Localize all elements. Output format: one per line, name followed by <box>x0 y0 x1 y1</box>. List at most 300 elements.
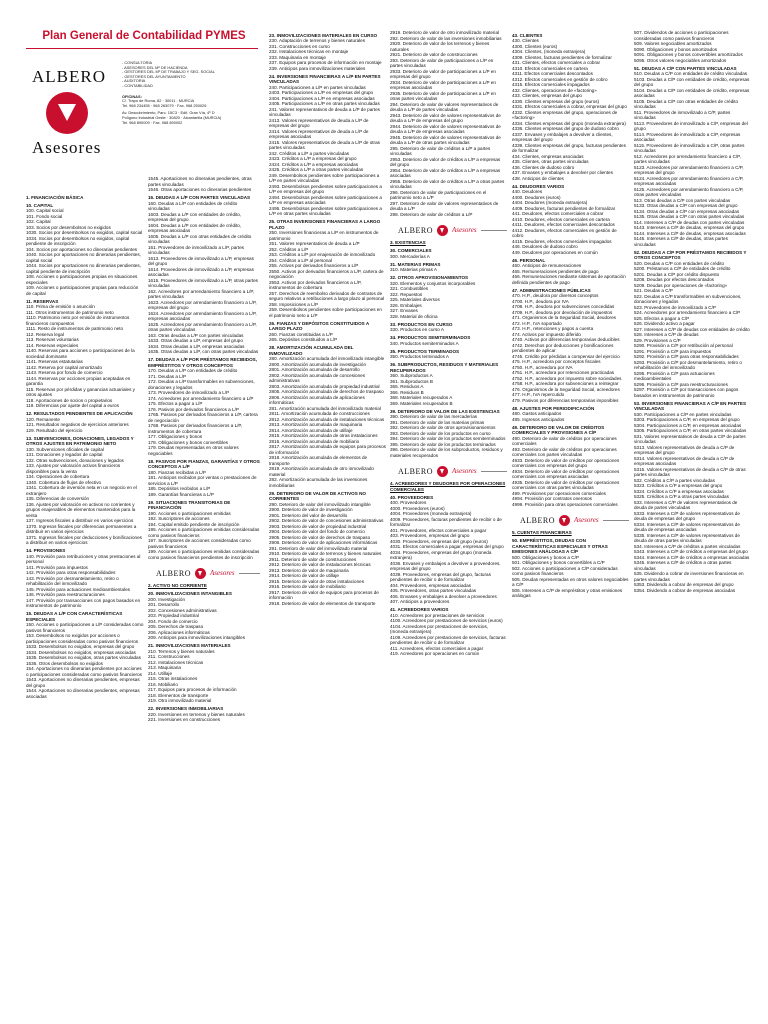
account-line: 5334. Intereses a C/P de valores representativos de deuda de empresas asociadas <box>634 521 740 532</box>
account-line: 460. Anticipos de remuneraciones <box>512 263 582 268</box>
account-line: 131. Donaciones y legados de capital <box>26 452 103 457</box>
account-group-heading: 25. OTRAS INVERSIONES FINANCIERAS A LARGO PLAZO <box>269 219 381 230</box>
service-item: - GESTORES DEL AYUNTAMIENTO <box>122 73 186 79</box>
account-line: 2906. Deterioro de valor de aplicaciones informáticas <box>269 540 378 545</box>
account-line: 1633. Otras deudas a L/P, empresas del grupo <box>148 338 243 343</box>
account-line: 436. Clientes de dudoso cobro <box>512 164 575 170</box>
account-line: 4933. Deterioro de valor de créditos por operaciones comerciales con empresas del grupo <box>512 457 620 468</box>
account-line: 509. Valores negociables amortizados <box>634 41 712 46</box>
account-line: 141. Provisión para impuestos <box>26 564 88 570</box>
account-line: 4332. Clientes empresas del grupo, operaciones de «factoring» <box>512 109 618 120</box>
account-line: 5133. Otras deudas a C/P con empresas del grupo <box>634 203 738 208</box>
account-line: 176. Pasivos por derivados financieros a L/P <box>148 406 239 412</box>
account-line: 5353. Dividendo a cobrar de empresas del grupo <box>634 582 734 587</box>
account-line: 479. Pasivos por diferencias temporarias imponibles <box>512 397 619 403</box>
account-line: 532. Créditos a C/P a partes vinculadas <box>634 477 715 483</box>
account-line: 1614. Proveedores de inmovilizado a L/P, empresas asociadas <box>148 266 254 277</box>
account-line: 280. Amortización acumulada del inmovilizado intangible <box>269 356 385 361</box>
account-line: 1545. Aportaciones no dinerarias pendientes, otras partes vinculadas <box>148 176 252 187</box>
account-line: 5125. Acreedores por arrendamiento financiero a C/P, otras partes vinculadas <box>634 186 744 197</box>
account-line: 255. Activos por derivados financieros a L/P <box>269 263 359 268</box>
company-info <box>122 61 258 125</box>
brand-footer <box>520 515 629 526</box>
account-line: 368. Materiales recuperados A <box>390 395 453 400</box>
account-line: 180. Fianzas recibidas a L/P <box>148 469 206 475</box>
account-line: 1044. Socios por aportaciones no dinerarias pendientes, capital pendiente de inscripción <box>26 263 141 274</box>
account-line: 476. Organismos de la Seguridad Social, acreedores <box>512 386 620 392</box>
services-list <box>122 61 258 89</box>
account-line: 5114. Proveedores de inmovilizado a C/P, empresas asociadas <box>634 131 741 142</box>
account-line: 257. Derechos de reembolso derivados de contratos de seguro relativos a retribuciones a largo plazo al personal <box>269 290 385 301</box>
account-line: 181. Anticipos recibidos por ventas o prestaciones de servicios a L/P <box>148 475 257 486</box>
account-line: 2904. Deterioro de valor del fondo de comercio <box>269 529 365 534</box>
account-line: 4304. Clientes, (moneda extranjera) <box>512 49 586 54</box>
account-line: 211. Construcciones <box>148 654 190 659</box>
account-line: 5295. Provisión a C/P para actuaciones medioambientales <box>634 370 715 381</box>
account-line: 470. H.P., deudora por diversos conceptos <box>512 293 599 298</box>
column-2 <box>148 176 260 723</box>
account-line: 361. Subproductos B <box>390 378 433 384</box>
footer-brand-sub: Asesores <box>574 515 599 524</box>
account-line: 178. Obligaciones y bonos convertibles <box>148 439 228 445</box>
account-line: 1615. Proveedores de inmovilizado a L/P, otras partes vinculadas <box>148 277 258 288</box>
account-line: 197. Suscriptores de acciones consideradas como pasivos financieros <box>148 538 251 549</box>
account-line: 5333. Intereses a C/P de valores representativos de deuda de empresas del grupo <box>634 510 740 521</box>
account-line: 5343. Intereses a C/P de créditos a empresas del grupo <box>634 549 748 554</box>
account-line: 189. Garantías financieras a L/P <box>148 491 214 497</box>
account-line: 366. Residuos B <box>390 389 424 395</box>
account-line: 4100. Acreedores por prestaciones de servicios (euros) <box>390 618 503 623</box>
account-line: 281. Amortización acumulada del inmovilizado material <box>269 405 381 411</box>
brand-v-icon <box>195 568 206 579</box>
account-line: 1030. Socios por desembolsos no exigidos, capital social <box>26 230 143 235</box>
account-line: 437. Envases y embalajes a devolver por clientes <box>512 170 613 175</box>
brand-name-top: ALBERO <box>32 67 106 86</box>
office-line: C/. Trapo de Roma, 82 · 30011 - MURCIA <box>122 98 195 104</box>
account-line: 4411. Deudores, efectos comerciales descontados <box>512 222 615 227</box>
account-line: 535. Dividendo a cobrar de inversiones financieras en partes vinculadas <box>634 571 744 582</box>
account-line: 170. Deudas a L/P con entidades de crédito <box>148 368 238 373</box>
account-line: 432. Clientes, operaciones de «factoring» <box>512 87 597 93</box>
account-line: 1142. Reserva por capital amortizado <box>26 364 103 370</box>
account-line: 239. Anticipos para inmovilizaciones materiales <box>269 65 366 71</box>
account-line: 475. H.P., acreedora por conceptos fiscales <box>512 359 601 364</box>
account-line: 258. Imposiciones a L/P <box>269 301 319 307</box>
account-line: 5105. Deudas a C/P con otras entidades de crédito vinculadas <box>634 98 739 109</box>
account-line: 252. Créditos a L/P <box>269 246 309 252</box>
account-line: 1543. Aportaciones no dinerarias pendientes, empresas del grupo <box>26 677 140 688</box>
account-group-heading: 11. RESERVAS <box>26 298 59 304</box>
account-line: 4030. Proveedores, empresas del grupo (euros) <box>390 538 488 544</box>
account-line: 205. Derechos de traspaso <box>148 624 204 629</box>
account-group-heading: 52. DEUDAS A C/P POR PRÉSTAMOS RECIBIDOS Y OTROS CONCEPTOS <box>634 249 747 260</box>
account-line: 142. Provisión para otras responsabilidades <box>26 570 116 575</box>
offices-label: OFICINAS: <box>122 93 142 99</box>
account-line: 2495. Desembolsos pendientes sobre participaciones a L/P en otras partes vinculadas <box>269 205 382 216</box>
account-line: 449. Deudores por operaciones en común <box>512 249 598 255</box>
account-line: 480. Gastos anticipados <box>512 411 562 416</box>
account-line: 396. Deterioro de valor de los subproductos, residuos y materiales recuperados <box>390 447 503 458</box>
account-line: 394. Deterioro de valor de los productos semiterminados <box>390 436 506 441</box>
account-group-heading: 40. PROVEEDORES <box>390 494 434 500</box>
account-line: 5104. Deudas a C/P con entidades de crédito, empresas asociadas <box>634 87 750 98</box>
account-line: 200. Investigación <box>148 596 186 602</box>
account-line: 219. Otro inmovilizado material <box>148 698 212 703</box>
account-line: 1623. Acreedores por arrendamiento financiero a L/P, empresas del grupo <box>148 299 257 310</box>
account-line: 5091. Obligaciones y bonos convertibles amortizados <box>634 52 743 57</box>
account-line: 4400. Deudores (euros) <box>512 194 561 200</box>
account-line: 233. Maquinaria en montaje <box>269 54 326 60</box>
account-line: 297. Deterioro de valor de valores representativos de deuda a L/P <box>390 200 499 211</box>
account-line: 4750. H.P., acreedora por IVA <box>512 364 573 370</box>
account-line: 147. Provisión por transacciones con pagos basados en instrumentos de patrimonio <box>26 597 141 608</box>
account-group-heading: 20. INMOVILIZACIONES INTANGIBLES <box>148 591 232 596</box>
account-line: 1613. Proveedores de inmovilizado a L/P, empresas del grupo <box>148 255 254 266</box>
account-line: 119. Diferencias por ajuste del capital a euros <box>26 403 119 408</box>
account-line: 218. Elementos de transporte <box>148 692 209 698</box>
account-line: 391. Deterioro de valor de las materias primas <box>390 419 485 425</box>
account-line: 4036. Envases y embalajes a devolver a proveedores, empresas del grupo <box>390 560 501 571</box>
account-line: 4742. Derechos por deducciones y bonificaciones pendientes de aplicar <box>512 342 614 353</box>
account-line: 221. Inversiones en construcciones <box>148 717 221 722</box>
column-5 <box>512 30 629 599</box>
account-line: 350. Productos terminados A <box>390 354 449 359</box>
account-line: 523. Proveedores de inmovilizado a C/P <box>634 304 716 310</box>
account-line: 2816. Amortización acumulada de mobiliario <box>269 438 360 444</box>
account-line: 4004. Proveedores (moneda extranjera) <box>390 511 472 516</box>
account-line: 4339. Clientes empresas del grupo, facturas pendientes de formalizar <box>512 142 626 153</box>
account-line: 113. Reservas voluntarias <box>26 337 79 342</box>
account-line: 525. Efectos a pagar a C/P <box>634 315 690 321</box>
account-line: 4994. Provisión por contratos onerosos <box>512 496 592 501</box>
account-line: 524. Acreedores por arrendamiento financiero a C/P <box>634 310 741 315</box>
footer-brand-name: ALBERO <box>398 466 433 476</box>
account-line: 4935. Deterioro de valor de créditos por operaciones comerciales con otras partes vinculadas <box>512 479 620 490</box>
account-group-heading: 51. DEUDAS A C/P CON PARTES VINCULADAS <box>634 65 737 71</box>
account-group-heading: 41. ACREEDORES VARIOS <box>390 607 449 612</box>
account-line: 1535. Desembolsos no exigidos, otras partes vinculadas <box>26 655 141 660</box>
account-line: 136. Ajustes por valoración en activos no corrientes y grupos enajenables de elementos mantenidos para la venta <box>26 501 136 518</box>
document-title: Plan General de Contabilidad PYMES <box>42 30 246 42</box>
account-line: 400. Proveedores <box>390 500 427 505</box>
account-line: 202. Concesiones administrativas <box>148 607 217 613</box>
account-line: 194. Capital emitido pendiente de inscripción <box>148 521 240 527</box>
account-line: 2934. Deterioro de valor de participaciones a L/P en empresas asociadas <box>390 79 496 90</box>
footer-brand-name: ALBERO <box>398 225 433 235</box>
account-group-heading: 53. INVERSIONES FINANCIERAS A C/P EN PARTES VINCULADAS <box>634 400 747 411</box>
account-line: 5200. Préstamos a C/P de entidades de crédito <box>634 266 731 271</box>
account-line: 137. Ingresos fiscales a distribuir en varios ejercicios <box>26 518 134 523</box>
account-group-heading: 50. EMPRÉSTITOS, DEUDAS CON CARACTERÍSTICAS ESPECIALES Y OTRAS EMISIONES ANÁLOGAS A C/P <box>512 538 608 554</box>
account-group-heading: 22. INVERSIONES INMOBILIARIAS <box>148 706 224 711</box>
account-line: 2905. Deterioro de valor de derechos de traspaso <box>269 534 371 540</box>
office-line: Av. Descubrimiento, Parc. 15C3 · Edif. Gran Vía, 4º D <box>122 110 215 116</box>
account-line: 531. Valores representativos de deuda a C/P de partes vinculadas <box>634 433 746 444</box>
account-line: 2550. Activos por derivados financieros a L/P, cartera de negociación <box>269 268 384 279</box>
account-line: 1040. Socios por aportaciones no dinerarias pendientes, capital social <box>26 252 141 263</box>
account-line: 2912. Deterioro de valor de instalaciones técnicas <box>269 562 371 567</box>
account-line: 254. Créditos a L/P al personal <box>269 257 332 263</box>
footer-rule <box>481 230 507 231</box>
company-header <box>26 48 258 171</box>
footer-brand-sub: Asesores <box>452 225 477 234</box>
account-line: 514. Intereses a C/P de deudas con partes vinculadas <box>634 219 745 225</box>
account-line: 5290. Provisión a C/P por retribución al personal <box>634 343 733 348</box>
account-line: 4334. Clientes empresas del grupo (moneda extranjera) <box>512 120 626 126</box>
account-line: 133. Ajustes por valoración activos financieros disponibles para la venta <box>26 463 121 474</box>
account-line: 103. Socios por desembolsos no exigidos <box>26 224 111 230</box>
account-line: 135. Diferencias de conversión <box>26 496 90 501</box>
account-line: 265. Depósitos constituidos a L/P <box>269 337 338 342</box>
account-line: 321. Combustibles <box>390 286 429 291</box>
account-group-heading: 31. MATERIAS PRIMAS <box>390 261 441 267</box>
account-line: 403. Proveedores, empresas del grupo <box>390 533 470 538</box>
account-line: 215. Otras instalaciones <box>148 676 198 681</box>
account-line: 5354. Dividendo a cobrar de empresas asociadas <box>634 587 736 593</box>
account-line: 401. Proveedores, efectos comerciales a pagar <box>390 527 487 533</box>
brand-name-bottom: Asesores <box>32 138 102 157</box>
account-line: 230. Adaptación de terrenos y bienes naturales <box>269 38 366 43</box>
account-line: 130. Subvenciones oficiales de capital <box>26 446 104 452</box>
account-line: 2902. Deterioro de valor de concesiones administrativas <box>269 518 384 523</box>
account-line: 2944. Deterioro de valor de valores representativos de deuda a L/P de empresas asociadas <box>390 123 501 134</box>
account-group-heading: 49. DETERIORO DE VALOR DE CRÉDITOS COMERCIALES Y PROVISIONES A C/P <box>512 424 605 435</box>
account-line: 2425. Créditos a L/P a otras partes vinculadas <box>269 167 364 172</box>
account-line: 365. Residuos A <box>390 384 424 389</box>
account-line: 2819. Amortización acumulada de otro inmovilizado material <box>269 466 374 477</box>
account-group-heading: 18. PASIVOS POR FIANZAS, GARANTÍAS Y OTROS CONCEPTOS A L/P <box>148 458 260 469</box>
account-line: 4934. Deterioro de valor de créditos por operaciones comerciales con empresas asociadas <box>512 468 620 479</box>
account-line: 4039. Proveedores, empresas del grupo, facturas pendientes de recibir o de formalizar <box>390 571 491 582</box>
account-group-heading: 48. AJUSTES POR PERIODIFICACIÓN <box>512 405 595 411</box>
account-line: 4336. Clientes empresas del grupo de dudoso cobro <box>512 126 619 131</box>
account-line: 5296. Provisión a C/P para reestructuraciones <box>634 381 728 387</box>
account-line: 390. Deterioro de valor de las mercaderías <box>390 414 478 419</box>
account-line: 259. Desembolsos pendientes sobre participaciones en el patrimonio neto a L/P <box>269 307 382 318</box>
account-line: 216. Mobiliario <box>148 681 178 687</box>
account-line: 204. Fondo de comercio <box>148 618 198 624</box>
account-line: 2801. Amortización acumulada de desarrollo <box>269 367 360 372</box>
column-1 <box>26 192 144 699</box>
account-line: 214. Utillaje <box>148 670 173 676</box>
account-line: 175. Efectos a pagar a L/P <box>148 401 203 406</box>
account-line: 2414. Valores representativos de deuda a L/P de empresas asociadas <box>269 128 369 139</box>
footer-brand-name: ALBERO <box>156 568 191 578</box>
account-line: 1534. Desembolsos no exigidos, empresas asociadas <box>26 649 136 655</box>
account-group-heading: 39. DETERIORO DE VALOR DE LAS EXISTENCIAS <box>390 408 500 414</box>
account-line: 2921. Deterioro de valor de construcciones <box>390 52 478 57</box>
footer-brand-sub: Asesores <box>210 568 235 577</box>
account-line: 2917. Deterioro de valor de equipos para procesos de información <box>269 589 379 600</box>
brand-footer <box>156 568 260 579</box>
account-line: 411. Acreedores, efectos comerciales a pagar <box>390 645 484 651</box>
account-line: 431. Clientes, efectos comerciales a cobrar <box>512 60 601 65</box>
account-line: 5144. Intereses a C/P de deudas, empresas asociadas <box>634 230 746 236</box>
account-line: 466. Remuneraciones mediante sistemas de aportación definida pendientes de pago <box>512 274 626 285</box>
account-group-heading: 33. PRODUCTOS EN CURSO <box>390 321 453 327</box>
account-line: 118. Aportaciones de socios o propietarios <box>26 397 113 403</box>
account-line: 112. Reserva legal <box>26 331 64 337</box>
account-line: 195. Acciones o participaciones emitidas consideradas como pasivos financieros <box>148 527 260 538</box>
account-line: 2415. Valores representativos de deuda a L/P de otras partes vinculadas <box>269 139 380 150</box>
column-6 <box>634 30 750 593</box>
account-line: 322. Repuestos <box>390 291 423 297</box>
account-line: 533. Intereses a C/P de valores representativos de deuda de partes vinculadas <box>634 499 738 510</box>
account-line: 527. Intereses a C/P de deudas con entidades de crédito <box>634 326 750 332</box>
account-line: 2494. Desembolsos pendientes sobre participaciones a L/P en empresas asociadas <box>269 194 382 205</box>
account-line: 5344. Intereses a C/P de créditos a empresas asociadas <box>634 554 750 560</box>
account-line: 1034. Socios por desembolsos no exigidos, capital pendiente de inscripción <box>26 235 130 246</box>
account-line: 4310. Efectos comerciales en cartera <box>512 65 588 71</box>
account-line: 2954. Deterioro de valor de créditos a L/P a empresas asociadas <box>390 167 501 178</box>
account-line: 471. Organismos de la Seguridad Social, deudores <box>512 315 616 320</box>
account-line: 5314. Valores representativos de deuda a C/P de empresas asociadas <box>634 455 735 466</box>
account-line: 510. Deudas a C/P con entidades de crédito vinculadas <box>634 71 748 76</box>
account-line: 294. Deterioro de valor de valores representativos de deuda a L/P de partes vinculadas <box>390 101 499 112</box>
account-line: 2900. Deterioro de valor de investigación <box>269 507 353 512</box>
account-line: 145. Provisión para actuaciones medioambientales <box>26 586 130 592</box>
account-line: 260. Fianzas constituidas a L/P <box>269 331 333 337</box>
account-line: 1765. Pasivos por derivados financieros a L/P, cartera de negociación <box>148 412 258 423</box>
account-group-heading: 3. EXISTENCIAS <box>390 240 426 245</box>
account-line: 241. Valores representativos de deuda a L/P de partes vinculadas <box>269 106 380 117</box>
account-group-heading: 12. RESULTADOS PENDIENTES DE APLICACIÓN <box>26 411 133 416</box>
account-line: 2903. Deterioro de valor de propiedad industrial <box>269 523 367 529</box>
account-line: 1340. Cobertura de flujos de efectivo <box>26 479 102 485</box>
account-line: 2815. Amortización acumulada de otras instalaciones <box>269 433 378 438</box>
account-group-heading: 23. INMOVILIZACIONES MATERIALES EN CURSO <box>269 32 378 38</box>
account-line: 2803. Amortización acumulada de propiedad industrial <box>269 383 380 389</box>
account-line: 114. Reservas especiales <box>26 342 79 348</box>
account-group-heading: 34. PRODUCTOS SEMITERMINADOS <box>390 335 471 340</box>
account-line: 499. Provisiones por operaciones comerciales <box>512 490 606 496</box>
account-line: 328. Material de oficina <box>390 313 438 319</box>
account-line: 220. Inversiones en terrenos y bienes naturales <box>148 711 245 717</box>
account-line: 4404. Deudores (moneda extranjera) <box>512 200 588 205</box>
account-line: 5095. Otros valores negociables amortizados <box>634 57 727 63</box>
account-line: 1605. Deudas a L/P con otras entidades de crédito vinculadas <box>148 233 252 244</box>
account-line: 291. Deterioro de valor del inmovilizado material <box>269 545 368 551</box>
account-group-heading: 15. DEUDAS A L/P CON CARACTERÍSTICAS ESPECIALES <box>26 611 123 622</box>
account-line: 2812. Amortización acumulada de instalaciones técnicas <box>269 416 385 422</box>
account-line: 160. Deudas a L/P con entidades de crédito vinculadas <box>148 200 238 211</box>
account-line: 1635. Otras deudas a L/P, con otras partes vinculadas <box>148 349 259 354</box>
account-line: 2802. Amortización acumulada de concesiones administrativas <box>269 372 366 383</box>
account-line: 108. Acciones o participaciones propias en situaciones especiales <box>26 274 138 285</box>
account-line: 4700. H.P., deudora por IVA <box>512 298 569 304</box>
account-line: 2919. Deterioro de valor de otro inmovilizado material <box>390 30 500 35</box>
account-line: 179. Deudas representadas en otros valores negociables <box>148 445 239 456</box>
account-line: 410. Acreedores por prestaciones de servicios <box>390 612 485 618</box>
account-line: 2901. Deterioro del valor de desarrollo <box>269 512 348 518</box>
account-line: 232. Instalaciones técnicas en montaje <box>269 49 349 54</box>
brand-footer <box>398 466 507 477</box>
account-group-heading: 30. COMERCIALES <box>390 248 432 253</box>
account-line: 2405. Participaciones a L/P en otras partes vinculadas <box>269 101 380 106</box>
account-line: 5113. Proveedores de inmovilizado a C/P, empresas del grupo <box>634 120 748 131</box>
account-line: 201. Desarrollo <box>148 602 180 607</box>
account-group-heading: 21. INMOVILIZACIONES MATERIALES <box>148 643 231 648</box>
footer-brand-sub: Asesores <box>452 466 477 475</box>
account-group-heading: 24. INVERSIONES FINANCIERAS A L/P EN PARTES VINCULADAS <box>269 73 381 84</box>
account-line: 1625. Acreedores por arrendamiento financiero a L/P, otras partes vinculadas <box>148 321 257 332</box>
account-line: 473. H.P., retenciones y pagos a cuenta <box>512 326 594 331</box>
account-line: 102. Capital <box>26 219 51 224</box>
account-line: 163. Otras deudas a L/P con partes vinculadas <box>148 332 244 338</box>
account-line: 2800. Amortización acumulada de investigación <box>269 361 367 367</box>
account-line: 2935. Deterioro de valor de participaciones a L/P en otras partes vinculadas <box>390 90 496 101</box>
account-line: 4337. Envases y embalajes a devolver a clientes, empresas del grupo <box>512 131 613 142</box>
account-line: 2806. Amortización acumulada de aplicaciones informáticas <box>269 394 365 405</box>
account-line: 1111. Resto de instrumentos de patrimonio neto <box>26 326 124 331</box>
account-line: 5292. Provisión a C/P para otras responsabilidades <box>634 354 739 359</box>
account-line: 115. Reservas por pérdidas y ganancias actuariales y otros ajustes <box>26 386 135 397</box>
account-line: 1768. Pasivos por derivados financieros a L/P, instrumentos de cobertura <box>148 423 243 434</box>
account-line: 1370. Ingresos fiscales por diferencias permanentes a distribuir en varios ejercicios <box>26 523 137 534</box>
account-line: 1110. Patrimonio neto por emisión de instrumentos financieros compuestos <box>26 315 130 326</box>
account-line: 438. Anticipos de clientes <box>512 175 564 181</box>
account-group-heading: 5. CUENTAS FINANCIERAS <box>512 530 572 535</box>
service-item: - AUDITORIA <box>122 78 146 84</box>
account-line: 290. Deterioro de valor del inmovilizado intangible <box>269 501 371 507</box>
footer-rule <box>239 573 260 574</box>
account-line: 502. Acciones o participaciones a C/P consideradas como pasivos financieros <box>512 565 618 576</box>
account-line: 1143. Reserva por fondo de comercio <box>26 370 103 375</box>
account-line: 109. Acciones o participaciones propias para reducción de capital <box>26 285 139 296</box>
account-line: 4031. Efectos comerciales a pagar, empresas del grupo <box>390 544 504 549</box>
account-line: 173. Proveedores de inmovilizado a L/P <box>148 390 230 395</box>
account-line: 5303. Participaciones a C/P, en empresas del grupo <box>634 417 740 422</box>
account-line: 5115. Proveedores de inmovilizado a C/P, otras partes vinculadas <box>634 142 745 153</box>
account-line: 5124. Acreedores por arrendamiento financiero a C/P, empresas asociadas <box>634 175 744 186</box>
account-line: 326. Embalajes <box>390 302 422 308</box>
account-line: 392. Deterioro de valor de otros aprovisionamientos <box>390 425 496 430</box>
account-line: 530. Participaciones a C/P en partes vinculadas <box>634 411 732 417</box>
account-line: 5145. Intereses a C/P de deudas, otras partes vinculadas <box>634 236 728 247</box>
account-line: 2811. Amortización acumulada de construcciones <box>269 411 370 416</box>
account-group-heading: 29. DETERIORO DE VALOR DE ACTIVOS NO CORRIENTES <box>269 490 366 501</box>
account-line: 5297. Provisión a C/P por transacciones con pagos basados en instrumentos de patrimonio <box>634 387 739 398</box>
account-line: 150. Acciones o participaciones a L/P consideradas como pasivos financieros <box>26 622 144 633</box>
account-line: 1140. Reservas para acciones o participaciones de la sociedad dominante <box>26 348 135 359</box>
account-line: 2945. Deterioro de valor de valores representativos de deuda a L/P de otras partes vinculadas <box>390 134 501 145</box>
account-line: 434. Clientes, empresas asociadas <box>512 153 584 159</box>
footer-brand-name: ALBERO <box>520 515 555 525</box>
account-line: 506. Intereses a C/P de empréstitos y otras emisiones análogas <box>512 587 623 598</box>
account-line: 120. Remanente <box>26 416 60 422</box>
account-line: 4009. Proveedores, facturas pendientes de recibir o de formalizar <box>390 516 502 527</box>
account-line: 2805. Amortización acumulada de derechos de traspaso <box>269 389 384 394</box>
account-line: 5345. Intereses a C/P de créditos a otras partes vinculadas <box>634 560 732 571</box>
account-line: 5090. Obligaciones y bonos amortizados <box>634 46 717 52</box>
account-group-heading: 36. SUBPRODUCTOS, RESIDUOS Y MATERIALES RECUPERADOS <box>390 362 499 373</box>
account-line: 172. Deudas a L/P transformables en subvenciones, donaciones y legados <box>148 379 255 390</box>
account-group-heading: 32. OTROS APROVISIONAMIENTOS <box>390 275 469 280</box>
account-line: 5201. Deudas a C/P por crédito dispuesto <box>634 271 720 277</box>
account-line: 2817. Amortización acumulada de equipos para procesos de información <box>269 444 386 455</box>
account-line: 404. Proveedores, empresas asociadas <box>390 582 471 588</box>
account-line: 250. Inversiones financieras a L/P en instrumentos de patrimonio <box>269 230 379 241</box>
service-item: - ASESORES DEL Mº DE HACIENDA <box>122 64 188 70</box>
account-line: 441. Deudores, efectos comerciales a cobrar <box>512 211 604 216</box>
account-line: 206. Aplicaciones informáticas <box>148 629 210 635</box>
account-line: 4000. Proveedores (euros) <box>390 505 445 511</box>
account-line: 1144. Reservas por acciones propias aceptadas en garantía <box>26 375 131 386</box>
account-line: 143. Provisión por desmantelamiento, retiro o rehabilitación del inmovilizado <box>26 575 119 586</box>
account-line: 2493. Desembolsos pendientes sobre participaciones a L/P en empresas del grupo <box>269 183 382 194</box>
account-group-heading: 43. CLIENTES <box>512 32 543 38</box>
account-line: 500. Obligaciones y bonos a C/P <box>512 554 579 560</box>
